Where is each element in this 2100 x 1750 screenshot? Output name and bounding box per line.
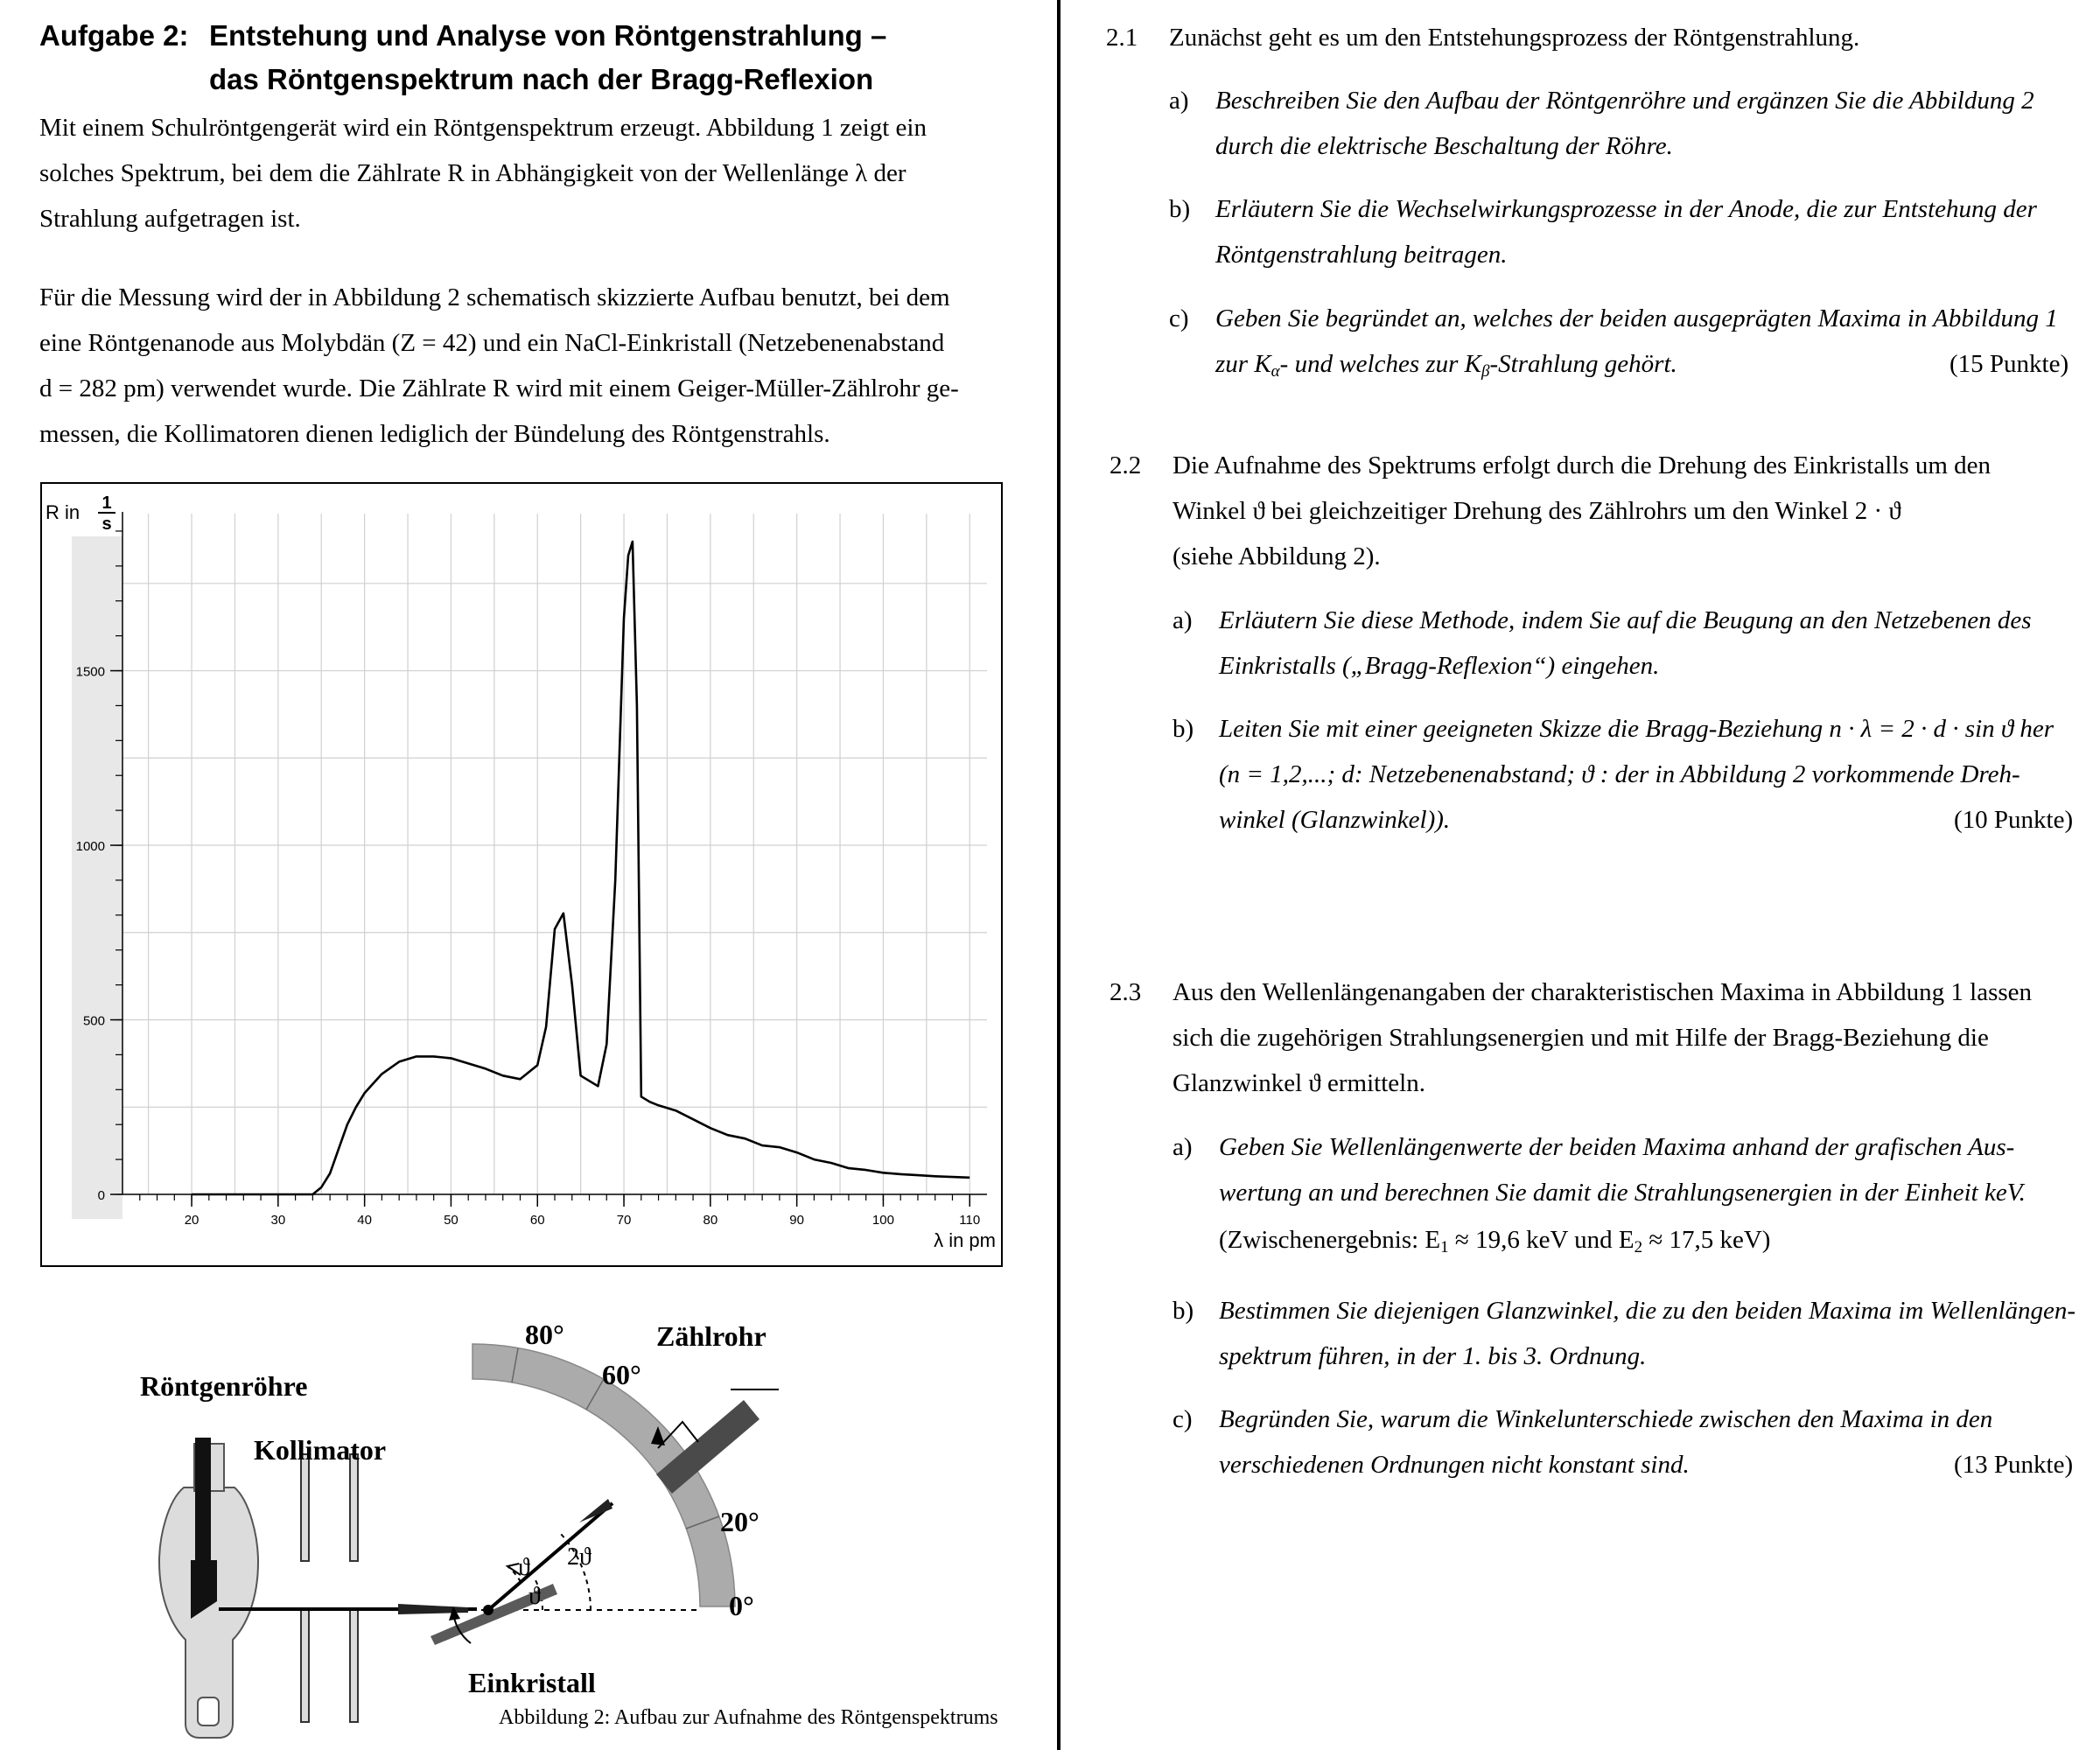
section-2-2-number: 2.2 — [1110, 452, 1142, 480]
item-2-1-a-line1: Beschreiben Sie den Aufbau der Röntgenröhre und ergänzen Sie die Abbildung 2 — [1215, 87, 2034, 115]
figure2-caption: Abbildung 2: Aufbau zur Aufnahme des Röntgenspektrums — [499, 1706, 998, 1729]
e2-subscript: 2 — [1634, 1238, 1643, 1256]
x-tick-label: 90 — [789, 1213, 804, 1228]
item-2-1-c-line2 — [1215, 341, 1677, 395]
x-tick-label: 50 — [444, 1213, 458, 1228]
item-2-2-a-line2: Einkristalls („Bragg-Reflexion“) eingehen. — [1219, 652, 1660, 680]
item-2-2-b-label: b) — [1172, 715, 1194, 743]
x-ray-tube-drawing — [159, 1438, 258, 1738]
angle-label-20: 20° — [720, 1506, 760, 1537]
item-2-1-c-text-b: - und welches zur K — [1279, 350, 1482, 378]
item-2-3-a-line2: wertung an und berechnen Sie damit die Strahlungsenergien in der Einheit keV. — [1219, 1179, 2026, 1207]
item-2-3-b-label: b) — [1172, 1297, 1194, 1325]
interim-result-c: ≈ 17,5 keV) — [1642, 1226, 1771, 1254]
task-label: Aufgabe 2: — [39, 19, 189, 52]
setup-line: messen, die Kollimatoren dienen lediglich der Bündelung des Röntgenstrahls. — [39, 420, 830, 448]
x-tick-label: 40 — [357, 1213, 372, 1228]
spectrum-chart-svg — [42, 484, 1001, 1265]
task-title-line2: das Röntgenspektrum nach der Bragg-Reflexion — [209, 63, 874, 95]
y-unit-numerator: 1 — [102, 494, 112, 513]
item-2-3-b-line2: spektrum führen, in der 1. bis 3. Ordnung. — [1219, 1342, 1647, 1370]
item-2-1-a-line2: durch die elektrische Beschaltung der Röhre. — [1215, 132, 1673, 160]
y-tick-label: 1000 — [75, 839, 105, 855]
y-tick-label: 0 — [97, 1188, 105, 1203]
intro-line: Strahlung aufgetragen ist. — [39, 205, 301, 233]
apparatus-figure — [122, 1312, 1015, 1746]
spectrum-chart — [40, 482, 1003, 1267]
section-2-1-number: 2.1 — [1106, 24, 1138, 52]
theta-label-lower: ϑ — [528, 1583, 541, 1610]
item-2-1-b-line2: Röntgenstrahlung beitragen. — [1215, 241, 1508, 269]
angle-label-60: 60° — [602, 1359, 641, 1390]
section-2-3-number: 2.3 — [1110, 978, 1142, 1006]
section-2-2-line3: (siehe Abbildung 2). — [1172, 542, 1381, 570]
beam-arrow — [398, 1604, 468, 1614]
section-2-2-points: (10 Punkte) — [1954, 806, 2074, 834]
section-2-2-line2: Winkel ϑ bei gleichzeitiger Drehung des Zählrohrs um den Winkel 2 · ϑ — [1172, 497, 1901, 525]
interim-result-a: (Zwischenergebnis: E — [1219, 1226, 1441, 1254]
section-2-1-intro: Zunächst geht es um den Entstehungsprozess der Röntgenstrahlung. — [1169, 24, 1860, 52]
counter-label: Zählrohr — [656, 1320, 766, 1352]
interim-result-b: ≈ 19,6 keV und E — [1448, 1226, 1634, 1254]
column-divider — [1057, 0, 1060, 1750]
angle-label-0: 0° — [729, 1590, 754, 1621]
item-2-3-c-line2: verschiedenen Ordnungen nicht konstant sind. — [1219, 1451, 1690, 1479]
setup-line: d = 282 pm) verwendet wurde. Die Zählrate R wird mit einem Geiger-Müller-Zählrohr ge- — [39, 374, 959, 402]
two-theta-label: 2ϑ — [567, 1544, 592, 1571]
intro-paragraph — [39, 105, 1006, 242]
k-alpha-subscript: α — [1270, 362, 1280, 381]
theta-label-upper: ϑ — [518, 1554, 530, 1581]
item-2-2-b-line1: Leiten Sie mit einer geeigneten Skizze die Bragg-Beziehung n · λ = 2 · d · sin ϑ her — [1219, 715, 2054, 743]
section-2-3-line2: sich die zugehörigen Strahlungsenergien und mit Hilfe der Bragg-Beziehung die — [1172, 1024, 1989, 1052]
crystal-label: Einkristall — [468, 1667, 596, 1698]
y-unit-denominator: s — [102, 514, 112, 534]
x-tick-label: 80 — [703, 1213, 718, 1228]
task-title-line1: Entstehung und Analyse von Röntgenstrahlung – — [209, 19, 887, 52]
e1-subscript: 1 — [1440, 1238, 1449, 1256]
x-axis-label: λ in pm — [934, 1229, 996, 1251]
section-2-3-line3: Glanzwinkel ϑ ermitteln. — [1172, 1069, 1425, 1097]
section-2-1-points: (15 Punkte) — [1950, 350, 2069, 378]
y-axis-label: R in — [46, 501, 80, 523]
item-2-1-c-line1: Geben Sie begründet an, welches der beiden ausgeprägten Maxima in Abbildung 1 — [1215, 304, 2058, 332]
collimator-drawing — [301, 1454, 358, 1722]
item-2-1-c-label: c) — [1169, 304, 1189, 332]
tube-label: Röntgenröhre — [140, 1370, 308, 1402]
k-beta-subscript: β — [1481, 362, 1490, 381]
section-2-3-line1: Aus den Wellenlängenangaben der charakteristischen Maxima in Abbildung 1 lassen — [1172, 978, 2033, 1006]
x-tick-label: 60 — [529, 1213, 545, 1228]
x-tick-label: 20 — [184, 1213, 200, 1228]
angle-label-80: 80° — [525, 1319, 564, 1350]
x-tick-label: 100 — [872, 1213, 894, 1228]
y-tick-label: 1500 — [75, 664, 105, 680]
item-2-3-a-label: a) — [1172, 1133, 1193, 1161]
item-2-1-a-label: a) — [1169, 87, 1189, 115]
setup-paragraph — [39, 275, 1006, 457]
item-2-3-a-line3 — [1219, 1217, 1770, 1270]
item-2-3-a-line1: Geben Sie Wellenlängenwerte der beiden Maxima anhand der grafischen Aus- — [1219, 1133, 2015, 1161]
item-2-1-b-label: b) — [1169, 195, 1191, 223]
section-2-3-points: (13 Punkte) — [1954, 1451, 2074, 1479]
setup-line: Für die Messung wird der in Abbildung 2 schematisch skizzierte Aufbau benutzt, bei dem — [39, 284, 950, 312]
item-2-2-a-line1: Erläutern Sie diese Methode, indem Sie auf die Beugung an den Netzebenen des — [1219, 606, 2032, 634]
item-2-1-c-text-c: -Strahlung gehört. — [1489, 350, 1677, 378]
x-tick-label: 110 — [959, 1213, 981, 1228]
item-2-3-c-label: c) — [1172, 1405, 1193, 1433]
collimator-label: Kollimator — [254, 1434, 387, 1466]
plot-area — [122, 514, 987, 1219]
item-2-2-a-label: a) — [1172, 606, 1193, 634]
item-2-1-c-text-a: zur K — [1215, 350, 1271, 378]
item-2-2-b-line3: winkel (Glanzwinkel)). — [1219, 806, 1451, 834]
section-2-2-line1: Die Aufnahme des Spektrums erfolgt durch die Drehung des Einkristalls um den — [1172, 452, 1992, 480]
item-2-1-b-line1: Erläutern Sie die Wechselwirkungsprozesse in der Anode, die zur Entstehung der — [1215, 195, 2037, 223]
x-tick-label: 30 — [270, 1213, 286, 1228]
item-2-2-b-line2: (n = 1,2,...; d: Netzebenenabstand; ϑ : der in Abbildung 2 vorkommende Dreh- — [1219, 760, 2020, 788]
setup-line: eine Röntgenanode aus Molybdän (Z = 42) und ein NaCl-Einkristall (Netzebenenabstand — [39, 329, 945, 357]
x-tick-label: 70 — [616, 1213, 632, 1228]
item-2-3-c-line1: Begründen Sie, warum die Winkelunterschiede zwischen den Maxima in den — [1219, 1405, 1993, 1433]
y-tick-label: 500 — [82, 1013, 105, 1029]
intro-line: solches Spektrum, bei dem die Zählrate R in Abhängigkeit von der Wellenlänge λ der — [39, 159, 906, 187]
item-2-3-b-line1: Bestimmen Sie diejenigen Glanzwinkel, die zu den beiden Maxima im Wellenlängen- — [1219, 1297, 2076, 1325]
intro-line: Mit einem Schulröntgengerät wird ein Röntgenspektrum erzeugt. Abbildung 1 zeigt ein — [39, 114, 927, 142]
